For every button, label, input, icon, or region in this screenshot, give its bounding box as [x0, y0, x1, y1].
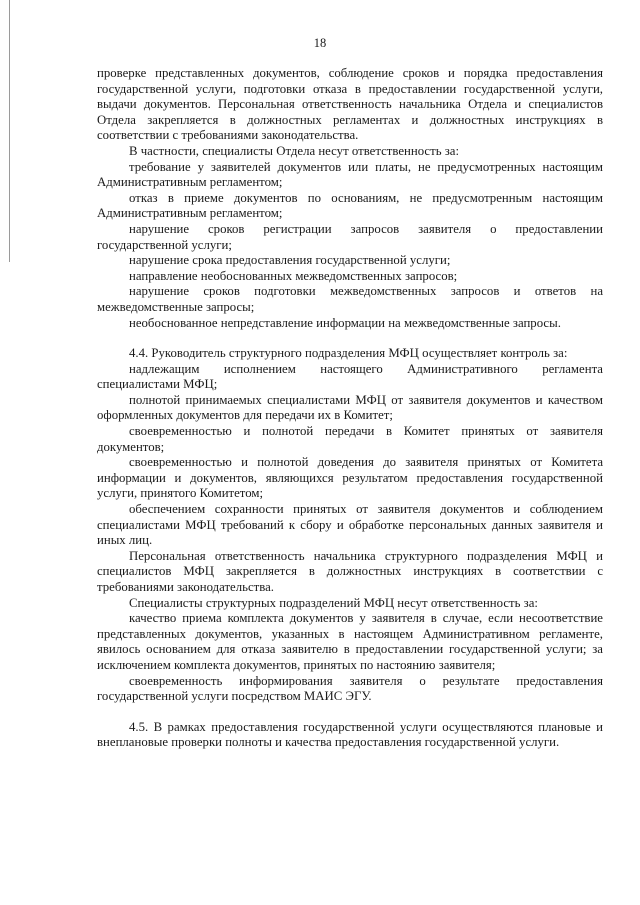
list-item: требование у заявителей документов или платы, не предусмотренных настоящим Административным регламентом; — [97, 159, 603, 190]
paragraph: проверке представленных документов, соблюдение сроков и порядка предоставления государственной услуги, подготовки отказа в предоставлении государственной услуги, выдачи документов. Персональная ответственность начальника Отдела и специалистов Отдела закрепляется в должностных регламентах и должностных инструкциях в соответствии с требованиями законодательства. — [97, 66, 603, 143]
paragraph: Персональная ответственность начальника структурного подразделения МФЦ и специалистов МФЦ закрепляется в должностных инструкциях в соответствии с требованиями законодательства. — [97, 548, 603, 594]
list-item: своевременностью и полнотой передачи в Комитет принятых от заявителя документов; — [97, 424, 603, 454]
paragraph: Специалисты структурных подразделений МФЦ несут ответственность за: — [129, 595, 538, 610]
list-item: нарушение срока предоставления государственной услуги; — [129, 253, 451, 268]
list-item: нарушение сроков подготовки межведомственных запросов и ответов на межведомственные запросы; — [97, 284, 603, 314]
document-body — [97, 66, 603, 751]
list-item: своевременностью и полнотой доведения до заявителя принятых от Комитета информации и документов, являющихся результатом предоставления государственной услуги, принятого Комитетом; — [97, 455, 603, 501]
list-item: необоснованное непредставление информации на межведомственные запросы. — [129, 315, 561, 330]
page-number: 18 — [313, 36, 327, 50]
list-item: направление необоснованных межведомственных запросов; — [129, 268, 458, 283]
list-item: качество приема комплекта документов у заявителя в случае, если несоответствие представленных документов, указанных в настоящем Административном регламенте, явилось основанием для отказа заявителю в предоставлении государственной услуги; за исключением комплекта документов, принятых по настоянию заявителя; — [97, 611, 603, 672]
list-item: отказ в приеме документов по основаниям, не предусмотренным настоящим Административным регламентом; — [97, 190, 603, 221]
list-item: надлежащим исполнением настоящего Административного регламента специалистами МФЦ; — [97, 361, 603, 392]
list-item: нарушение сроков регистрации запросов заявителя о предоставлении государственной услуги; — [97, 221, 603, 252]
list-item: своевременность информирования заявителя о результате предоставления государственной услуги посредством МАИС ЭГУ. — [97, 673, 603, 704]
section-heading-4-5: 4.5. В рамках предоставления государственной услуги осуществляются плановые и внеплановые проверки полноты и качества предоставления государственной услуги. — [97, 719, 603, 750]
list-item: обеспечением сохранности принятых от заявителя документов и соблюдением специалистами МФЦ требований к сбору и обработке персональных данных заявителя и иных лиц. — [97, 502, 603, 548]
list-item: полнотой принимаемых специалистами МФЦ от заявителя документов и качеством оформленных документов для передачи их в Комитет; — [97, 392, 603, 423]
paragraph: В частности, специалисты Отдела несут ответственность за: — [129, 143, 460, 158]
section-heading-4-4: 4.4. Руководитель структурного подразделения МФЦ осуществляет контроль за: — [129, 346, 568, 361]
